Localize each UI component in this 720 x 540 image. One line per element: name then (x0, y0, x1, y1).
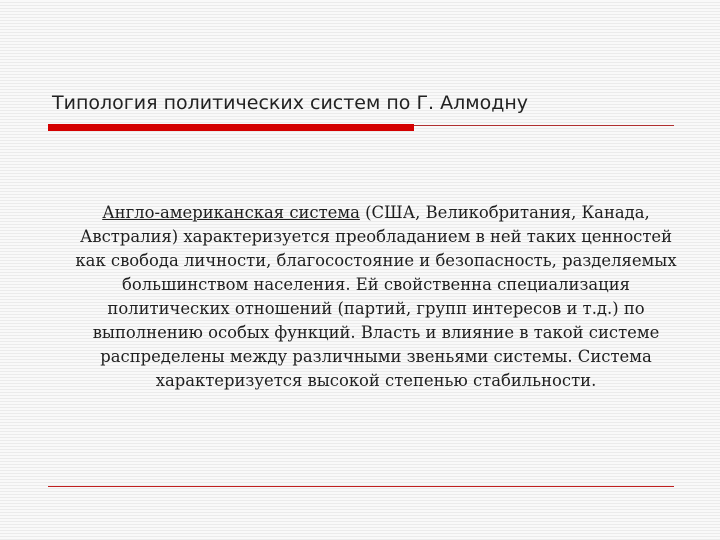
term-anglo-american-system: Англо-американская система (102, 203, 360, 222)
slide-title: Типология политических систем по Г. Алмодну (52, 92, 529, 114)
slide-body (74, 201, 678, 393)
title-underline-accent (48, 124, 414, 131)
footer-divider (48, 486, 674, 487)
body-description: (США, Великобритания, Канада, Австралия) характеризуется преобладанием в ней таких ценностей как свобода личности, благосостояние и безопасность, разделяемых большинством населения. Ей свойственна специализация политических отношений (партий, групп интересов и т.д.) по выполнению особых функций. Власть и влияние в такой системе распределены между различными звеньями системы. Система характеризуется высокой степенью стабильности. (75, 203, 677, 390)
